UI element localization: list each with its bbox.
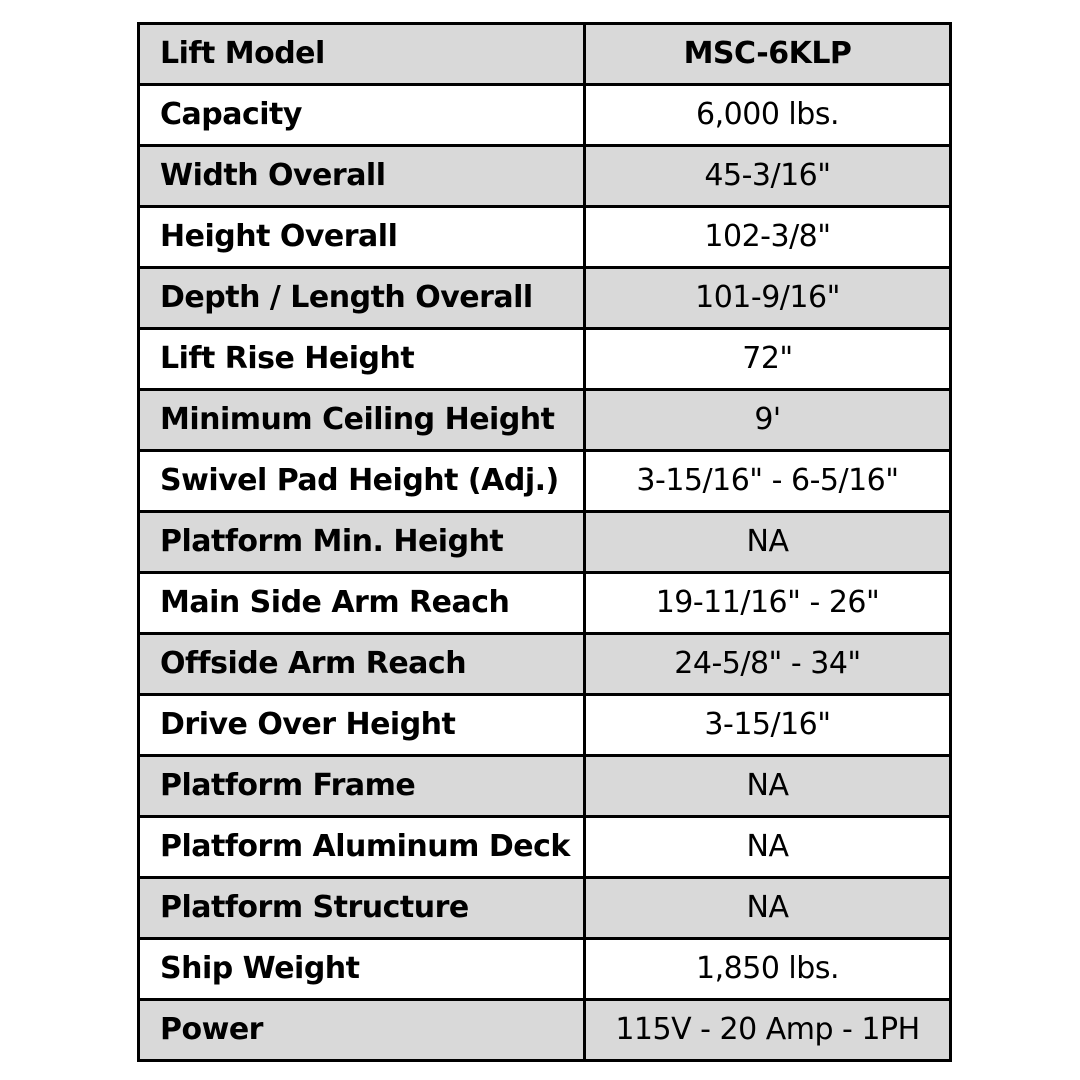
spec-value: 3-15/16" <box>585 695 951 756</box>
table-row <box>139 451 951 512</box>
table-row <box>139 756 951 817</box>
table-row <box>139 207 951 268</box>
spec-value: 45-3/16" <box>585 146 951 207</box>
spec-label: Platform Aluminum Deck <box>139 817 585 878</box>
table-row <box>139 878 951 939</box>
spec-label: Platform Structure <box>139 878 585 939</box>
spec-label: Minimum Ceiling Height <box>139 390 585 451</box>
spec-value: NA <box>585 512 951 573</box>
spec-value: 3-15/16" - 6-5/16" <box>585 451 951 512</box>
spec-label: Width Overall <box>139 146 585 207</box>
spec-label: Swivel Pad Height (Adj.) <box>139 451 585 512</box>
spec-value: 115V - 20 Amp - 1PH <box>585 1000 951 1061</box>
table-row <box>139 146 951 207</box>
table-row <box>139 85 951 146</box>
spec-value: 102-3/8" <box>585 207 951 268</box>
table-row <box>139 817 951 878</box>
spec-label: Platform Frame <box>139 756 585 817</box>
spec-label: Offside Arm Reach <box>139 634 585 695</box>
spec-value: 19-11/16" - 26" <box>585 573 951 634</box>
table-row <box>139 634 951 695</box>
spec-value: 1,850 lbs. <box>585 939 951 1000</box>
header-value-cell: MSC-6KLP <box>585 24 951 85</box>
spec-label: Ship Weight <box>139 939 585 1000</box>
lift-spec-table <box>137 22 952 1062</box>
spec-value: 72" <box>585 329 951 390</box>
spec-value: 9' <box>585 390 951 451</box>
table-row <box>139 329 951 390</box>
spec-value: 6,000 lbs. <box>585 85 951 146</box>
table-row <box>139 939 951 1000</box>
table-row <box>139 1000 951 1061</box>
table-row <box>139 695 951 756</box>
table-row <box>139 512 951 573</box>
spec-label: Power <box>139 1000 585 1061</box>
spec-label: Drive Over Height <box>139 695 585 756</box>
spec-label: Main Side Arm Reach <box>139 573 585 634</box>
table-row <box>139 390 951 451</box>
spec-value: NA <box>585 878 951 939</box>
spec-label: Lift Rise Height <box>139 329 585 390</box>
spec-label: Height Overall <box>139 207 585 268</box>
table-header-row <box>139 24 951 85</box>
spec-value: 101-9/16" <box>585 268 951 329</box>
spec-label: Platform Min. Height <box>139 512 585 573</box>
header-label-cell: Lift Model <box>139 24 585 85</box>
table-row <box>139 573 951 634</box>
spec-label: Depth / Length Overall <box>139 268 585 329</box>
spec-label: Capacity <box>139 85 585 146</box>
spec-value: NA <box>585 817 951 878</box>
spec-value: NA <box>585 756 951 817</box>
table-row <box>139 268 951 329</box>
spec-value: 24-5/8" - 34" <box>585 634 951 695</box>
